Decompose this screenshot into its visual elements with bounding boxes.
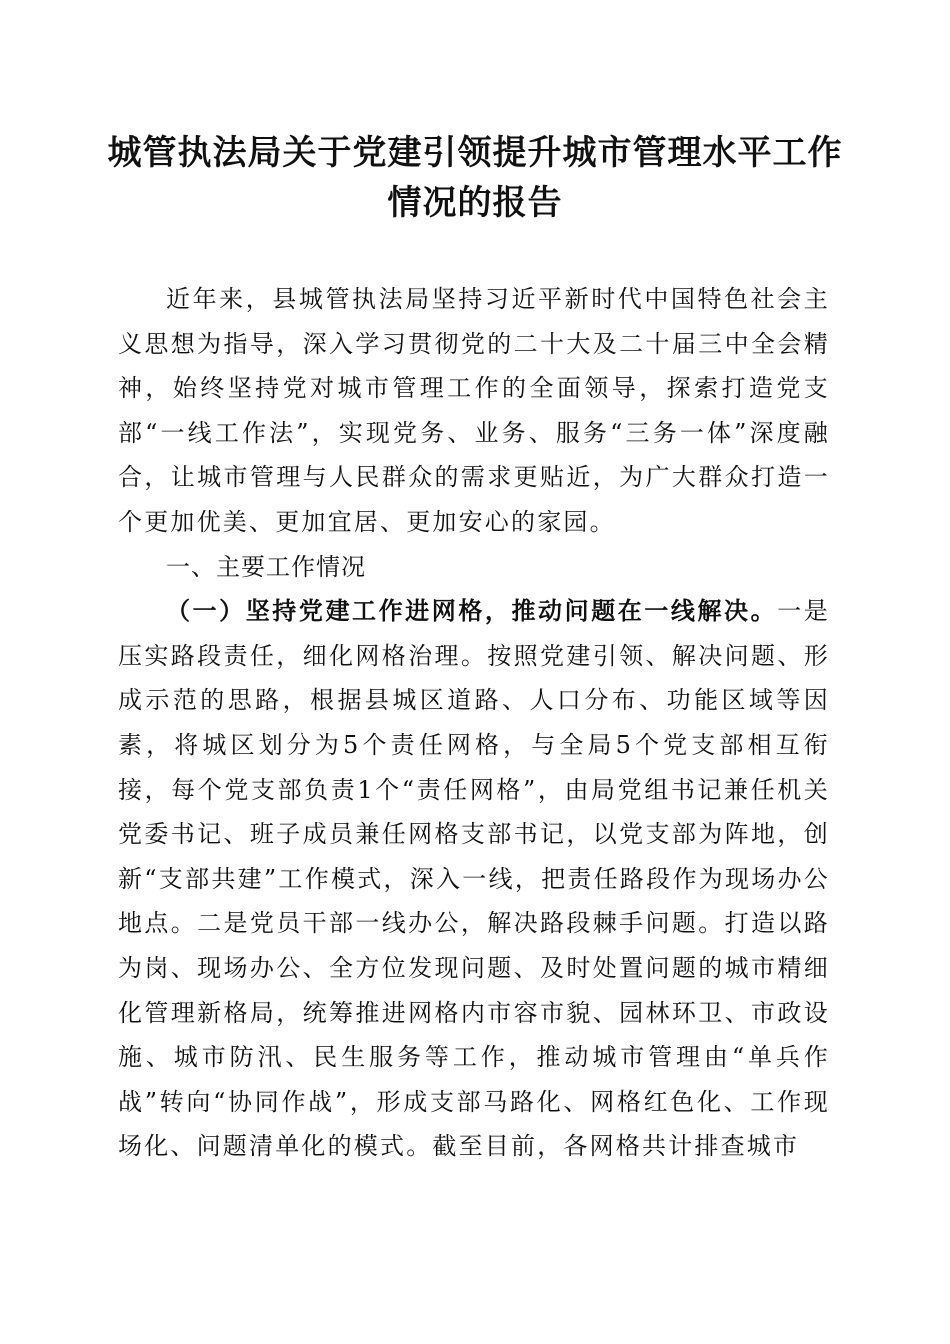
section-heading: 一、主要工作情况: [166, 552, 366, 581]
document-title: 城管执法局关于党建引领提升城市管理水平工作情况的报告: [107, 133, 843, 223]
subsection-text: 一是压实路段责任，细化网格治理。按照党建引领、解决问题、形成示范的思路，根据县城区道路、人口分布、功能区域等因素，将城区划分为5个责任网格，与全局5个党支部相互衔接，每个党支部负责1个“责任网格”，由局党组书记兼任机关党委书记、班子成员兼任网格支部书记，以党支部为阵地，创新“支部共建”工作模式，深入一线，把责任路段作为现场办公地点。二是党员干部一线办公，解决路段棘手问题。打造以路为岗、现场办公、全方位发现问题、及时处置问题的城市精细化管理新格局，统筹推进网格内市容市貌、园林环卫、市政设施、城市防汛、民生服务等工作，推动城市管理由“单兵作战”转向“协同作战”，形成支部马路化、网格红色化、工作现场化、问题清单化的模式。截至目前，各网格共计排查城市: [118, 597, 830, 1161]
subsection-lead: （一）坚持党建工作进网格，推动问题在一线解决。: [166, 596, 778, 626]
document-body: [118, 277, 830, 1169]
intro-paragraph: 近年来，县城管执法局坚持习近平新时代中国特色社会主义思想为指导，深入学习贯彻党的二十大及二十届三中全会精神，始终坚持党对城市管理工作的全面领导，探索打造党支部“一线工作法”，实现党务、业务、服务“三务一体”深度融合，让城市管理与人民群众的需求更贴近，为广大群众打造一个更加优美、更加宜居、更加安心的家园。: [118, 285, 830, 536]
subsection-paragraph: [118, 589, 830, 1169]
